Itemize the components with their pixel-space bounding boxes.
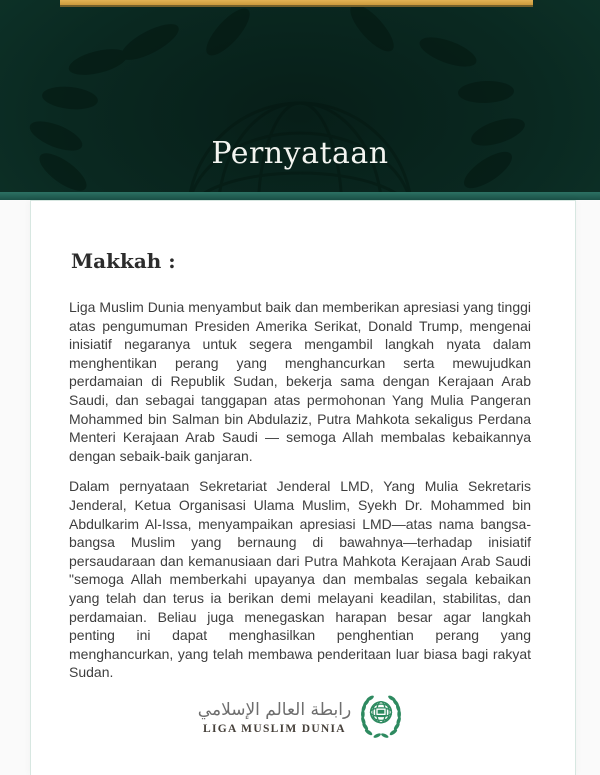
organization-name-latin: LIGA MUSLIM DUNIA	[203, 722, 346, 735]
statement-card	[30, 200, 576, 775]
organization-name-arabic: رابطة العالم الإسلامي	[197, 699, 352, 720]
statement-paragraph-1: Liga Muslim Dunia menyambut baik dan memberikan apresiasi yang tinggi atas pengumuman Presiden Amerika Serikat, Donald Trump, mengenai inisiatif negaranya untuk segera mengambil langkah nyata dalam menghentikan perang yang menghancurkan serta mewujudkan perdamaian di Republik Sudan, bekerja sama dengan Kerajaan Arab Saudi, dan sebagai tanggapan atas permohonan Yang Mulia Pangeran Mohammed bin Salman bin Abdulaziz, Putra Mahkota sekaligus Perdana Menteri Kerajaan Arab Saudi — semoga Allah membalas kebaikannya dengan sebaik-baik ganjaran.	[69, 299, 531, 464]
statement-content	[31, 201, 575, 682]
teal-divider-strip	[0, 192, 600, 200]
gold-accent-bar	[60, 0, 533, 7]
organization-logo-text	[198, 700, 351, 735]
dateline-heading: Makkah :	[71, 249, 176, 273]
page-title: Pernyataan	[211, 136, 389, 171]
organization-logo	[0, 694, 600, 740]
globe-laurel-emblem-icon	[360, 694, 402, 740]
statement-paragraph-2: Dalam pernyataan Sekretariat Jenderal LMD, Yang Mulia Sekretaris Jenderal, Ketua Organisasi Ulama Muslim, Syekh Dr. Mohammed bin Abdulkarim Al-Issa, menyampaikan apresiasi LMD—atas nama bangsa-bangsa Muslim yang bernaung di bawahnya—terhadap inisiatif persaudaraan dan kemanusiaan dari Putra Mahkota Kerajaan Arab Saudi "semoga Allah memberkahi upayanya dan membalas segala kebaikan yang telah dan terus ia berikan demi melayani keadilan, stabilitas, dan perdamaian. Beliau juga menegaskan harapan besar agar langkah penting ini dapat menghasilkan penghentian perang yang menghancurkan, yang telah membawa penderitaan luar biasa bagi rakyat Sudan.	[69, 478, 531, 681]
statement-header	[0, 0, 600, 192]
